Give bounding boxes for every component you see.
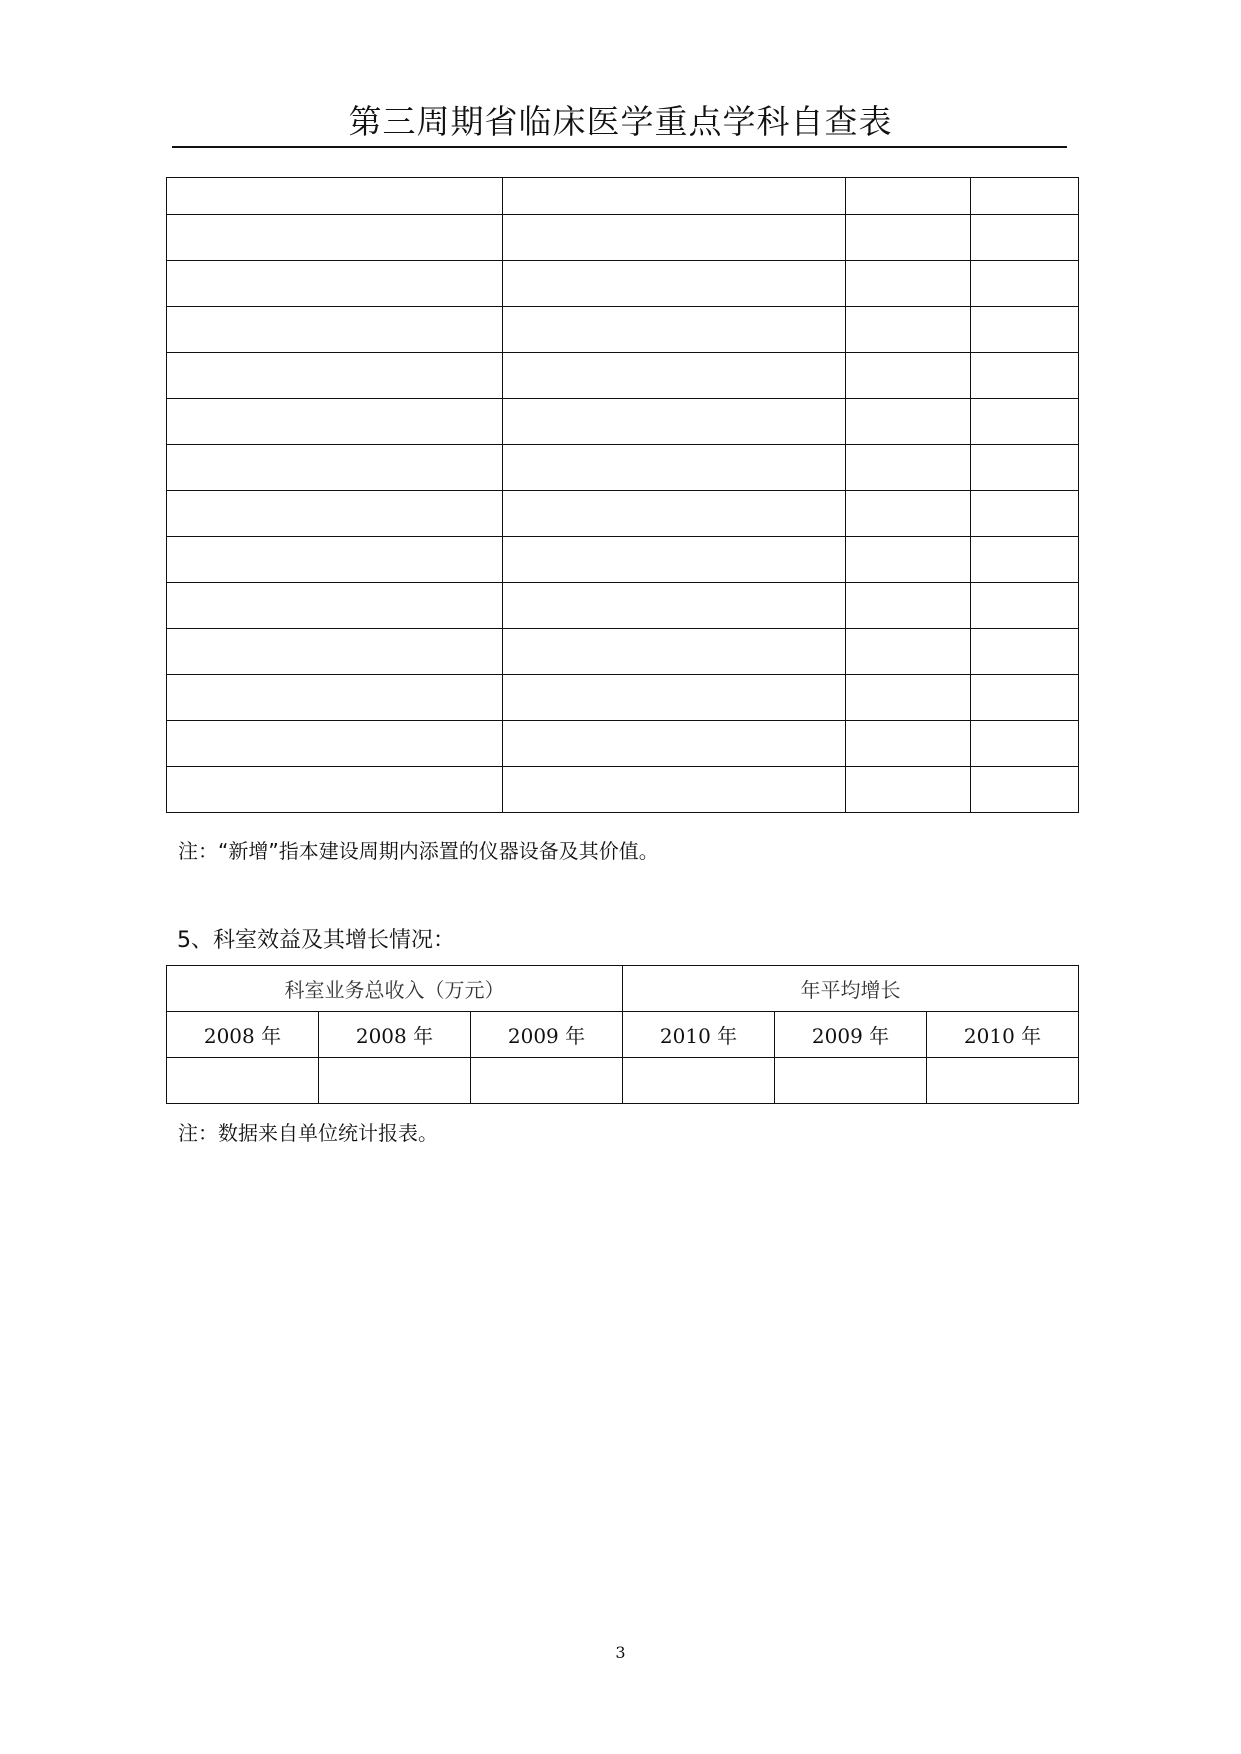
value-row	[167, 1058, 1079, 1104]
equipment-cell[interactable]	[167, 721, 503, 767]
equipment-row	[167, 353, 1079, 399]
equipment-cell[interactable]	[846, 583, 971, 629]
equipment-cell[interactable]	[846, 445, 971, 491]
equipment-cell[interactable]	[971, 261, 1079, 307]
equipment-cell[interactable]	[971, 537, 1079, 583]
equipment-cell[interactable]	[503, 178, 846, 215]
equipment-cell[interactable]	[846, 215, 971, 261]
equipment-row	[167, 675, 1079, 721]
equipment-cell[interactable]	[846, 491, 971, 537]
equipment-cell[interactable]	[167, 215, 503, 261]
year-header-row	[167, 1012, 1079, 1058]
value-cell[interactable]	[623, 1058, 775, 1104]
equipment-cell[interactable]	[503, 721, 846, 767]
value-cell[interactable]	[927, 1058, 1079, 1104]
equipment-cell[interactable]	[846, 675, 971, 721]
equipment-cell[interactable]	[503, 629, 846, 675]
equipment-cell[interactable]	[503, 675, 846, 721]
equipment-row	[167, 721, 1079, 767]
year-header-cell: 2008 年	[319, 1012, 471, 1058]
equipment-cell[interactable]	[503, 445, 846, 491]
equipment-row	[167, 629, 1079, 675]
equipment-cell[interactable]	[167, 261, 503, 307]
equipment-cell[interactable]	[167, 629, 503, 675]
equipment-cell[interactable]	[167, 491, 503, 537]
value-cell[interactable]	[775, 1058, 927, 1104]
equipment-cell[interactable]	[971, 307, 1079, 353]
equipment-cell[interactable]	[167, 307, 503, 353]
equipment-cell[interactable]	[971, 353, 1079, 399]
equipment-cell[interactable]	[846, 537, 971, 583]
equipment-cell[interactable]	[846, 629, 971, 675]
equipment-row	[167, 445, 1079, 491]
income-note: 注：数据来自单位统计报表。	[178, 1121, 438, 1145]
page-title: 第三周期省临床医学重点学科自查表	[348, 102, 893, 141]
value-cell[interactable]	[319, 1058, 471, 1104]
equipment-cell[interactable]	[971, 675, 1079, 721]
equipment-cell[interactable]	[971, 215, 1079, 261]
equipment-cell[interactable]	[846, 261, 971, 307]
equipment-cell[interactable]	[971, 583, 1079, 629]
equipment-cell[interactable]	[503, 261, 846, 307]
equipment-cell[interactable]	[503, 583, 846, 629]
equipment-table-body	[167, 178, 1079, 813]
equipment-note: 注：“新增”指本建设周期内添置的仪器设备及其价值。	[178, 839, 659, 863]
value-cell[interactable]	[167, 1058, 319, 1104]
equipment-cell[interactable]	[167, 399, 503, 445]
equipment-cell[interactable]	[167, 675, 503, 721]
equipment-row	[167, 261, 1079, 307]
equipment-cell[interactable]	[846, 307, 971, 353]
equipment-cell[interactable]	[503, 353, 846, 399]
equipment-cell[interactable]	[503, 491, 846, 537]
equipment-cell[interactable]	[971, 721, 1079, 767]
year-header-cell: 2008 年	[167, 1012, 319, 1058]
equipment-cell[interactable]	[846, 178, 971, 215]
equipment-cell[interactable]	[503, 767, 846, 813]
equipment-row	[167, 215, 1079, 261]
growth-header-cell: 年平均增长	[623, 966, 1079, 1012]
equipment-cell[interactable]	[503, 307, 846, 353]
equipment-cell[interactable]	[971, 178, 1079, 215]
equipment-cell[interactable]	[503, 399, 846, 445]
year-header-cell: 2010 年	[927, 1012, 1079, 1058]
equipment-cell[interactable]	[971, 445, 1079, 491]
equipment-cell[interactable]	[846, 721, 971, 767]
equipment-row	[167, 583, 1079, 629]
section-heading: 5、科室效益及其增长情况：	[177, 928, 455, 953]
equipment-row	[167, 491, 1079, 537]
value-cell[interactable]	[471, 1058, 623, 1104]
equipment-cell[interactable]	[971, 491, 1079, 537]
equipment-table	[166, 177, 1079, 813]
group-header-row	[167, 966, 1079, 1012]
equipment-cell[interactable]	[167, 537, 503, 583]
year-header-cell: 2009 年	[471, 1012, 623, 1058]
equipment-row	[167, 767, 1079, 813]
equipment-cell[interactable]	[846, 353, 971, 399]
equipment-cell[interactable]	[167, 445, 503, 491]
equipment-row	[167, 178, 1079, 215]
title-rule	[172, 146, 1067, 148]
equipment-row	[167, 399, 1079, 445]
equipment-row	[167, 537, 1079, 583]
equipment-cell[interactable]	[503, 537, 846, 583]
equipment-cell[interactable]	[971, 767, 1079, 813]
equipment-cell[interactable]	[167, 583, 503, 629]
income-header-cell: 科室业务总收入（万元）	[167, 966, 623, 1012]
equipment-cell[interactable]	[167, 353, 503, 399]
year-header-cell: 2009 年	[775, 1012, 927, 1058]
equipment-cell[interactable]	[846, 767, 971, 813]
equipment-cell[interactable]	[971, 399, 1079, 445]
equipment-cell[interactable]	[167, 178, 503, 215]
equipment-cell[interactable]	[503, 215, 846, 261]
income-table	[166, 965, 1079, 1104]
equipment-row	[167, 307, 1079, 353]
year-header-cell: 2010 年	[623, 1012, 775, 1058]
page-number: 3	[615, 1643, 626, 1662]
equipment-cell[interactable]	[846, 399, 971, 445]
equipment-cell[interactable]	[971, 629, 1079, 675]
equipment-cell[interactable]	[167, 767, 503, 813]
